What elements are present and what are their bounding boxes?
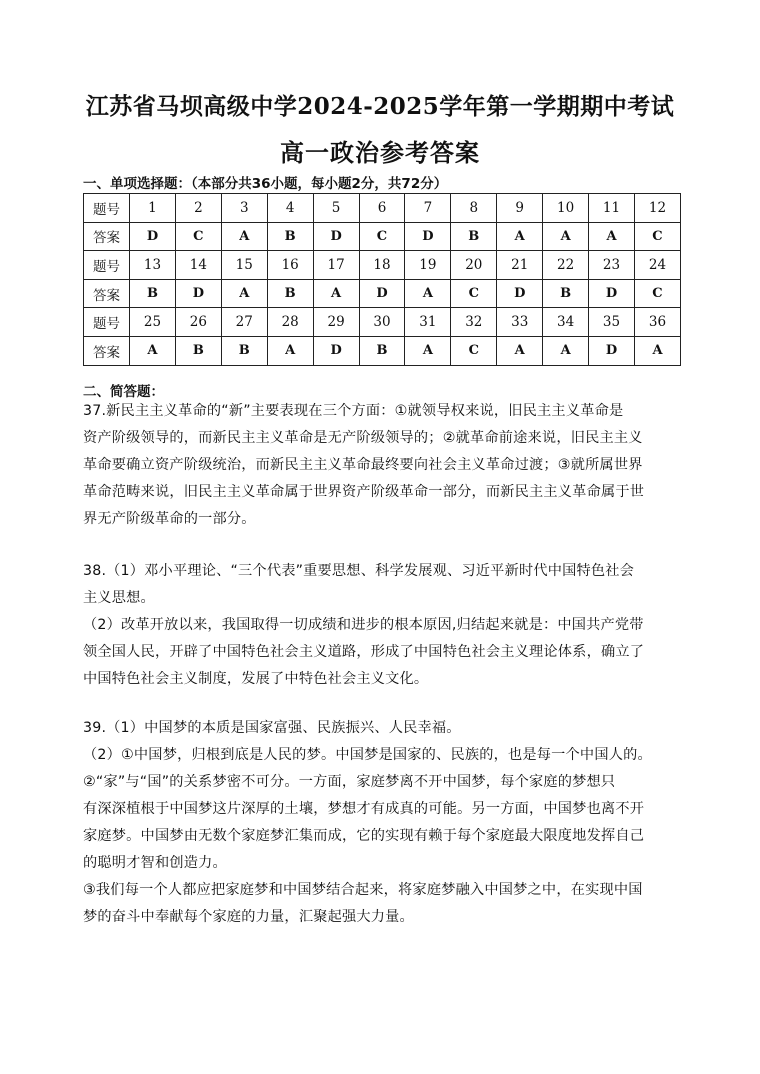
- question-number-cell: 28: [267, 308, 313, 337]
- question-number-cell: 29: [313, 308, 359, 337]
- answer-letter-cell: B: [130, 279, 176, 308]
- question-number-cell: 24: [634, 251, 680, 280]
- answer-text-line: 39.（1）中国梦的本质是国家富强、民族振兴、人民幸福。: [83, 720, 461, 736]
- answer-letter-cell: B: [451, 222, 497, 251]
- question-number-cell: 35: [589, 308, 635, 337]
- question-number-cell: 13: [130, 251, 176, 280]
- question-number-cell: 36: [634, 308, 680, 337]
- answer-letter-cell: D: [589, 279, 635, 308]
- question-number-cell: 1: [130, 194, 176, 223]
- answer-letter-cell: A: [405, 336, 451, 365]
- answer-text-line: 有深深植根于中国梦这片深厚的土壤，梦想才有成真的可能。另一方面，中国梦也离不开: [83, 801, 645, 817]
- answer-letter-cell: D: [175, 279, 221, 308]
- answer-text-line: 界无产阶级革命的一部分。: [83, 511, 256, 527]
- section-heading-multiple-choice: 一、单项选择题：（本部分共36小题，每小题2分，共72分）: [83, 176, 448, 192]
- table-row-numbers: [84, 251, 681, 280]
- question-number-cell: 25: [130, 308, 176, 337]
- answer-letter-cell: C: [175, 222, 221, 251]
- question-number-cell: 9: [497, 194, 543, 223]
- answer-letter-cell: A: [405, 279, 451, 308]
- table-row-numbers: [84, 308, 681, 337]
- answer-letter-cell: A: [634, 336, 680, 365]
- question-number-cell: 7: [405, 194, 451, 223]
- question-number-cell: 34: [543, 308, 589, 337]
- section-heading-short-answer: 二、简答题：: [83, 384, 164, 400]
- answer-letter-cell: A: [543, 336, 589, 365]
- question-number-cell: 11: [589, 194, 635, 223]
- answer-letter-cell: D: [313, 336, 359, 365]
- row-label-answer: 答案: [84, 222, 130, 251]
- answer-letter-cell: D: [497, 279, 543, 308]
- answer-letter-cell: C: [634, 222, 680, 251]
- table-row-answers: [84, 336, 681, 365]
- answer-letter-cell: D: [405, 222, 451, 251]
- answer-text-line: 领全国人民，开辟了中国特色社会主义道路，形成了中国特色社会主义理论体系，确立了: [83, 644, 645, 660]
- row-label-number: 题号: [84, 194, 130, 223]
- row-label-answer: 答案: [84, 336, 130, 365]
- table-row-numbers: [84, 194, 681, 223]
- answer-letter-cell: B: [175, 336, 221, 365]
- answer-letter-cell: D: [130, 222, 176, 251]
- answer-question-37: [83, 398, 683, 533]
- question-number-cell: 33: [497, 308, 543, 337]
- answer-letter-cell: B: [359, 336, 405, 365]
- question-number-cell: 8: [451, 194, 497, 223]
- table-row-answers: [84, 279, 681, 308]
- answer-letter-cell: D: [589, 336, 635, 365]
- answer-letter-cell: A: [313, 279, 359, 308]
- answer-text-line: 的聪明才智和创造力。: [83, 855, 227, 871]
- question-number-cell: 19: [405, 251, 451, 280]
- answer-letter-cell: A: [589, 222, 635, 251]
- question-number-cell: 20: [451, 251, 497, 280]
- answer-letter-cell: B: [221, 336, 267, 365]
- question-number-cell: 17: [313, 251, 359, 280]
- answer-text-line: 37.新民主主义革命的“新”主要表现在三个方面：①就领导权来说，旧民主主义革命是: [83, 403, 624, 419]
- answer-question-39: [83, 715, 683, 931]
- answer-letter-cell: B: [267, 279, 313, 308]
- answer-letter-cell: C: [451, 279, 497, 308]
- answer-letter-cell: B: [267, 222, 313, 251]
- question-number-cell: 18: [359, 251, 405, 280]
- question-number-cell: 30: [359, 308, 405, 337]
- question-number-cell: 6: [359, 194, 405, 223]
- answer-letter-cell: A: [497, 336, 543, 365]
- question-number-cell: 2: [175, 194, 221, 223]
- row-label-number: 题号: [84, 308, 130, 337]
- table-row-answers: [84, 222, 681, 251]
- answer-letter-cell: A: [221, 279, 267, 308]
- answer-letter-cell: A: [543, 222, 589, 251]
- answer-text-line: 38.（1）邓小平理论、“三个代表”重要思想、科学发展观、习近平新时代中国特色社会: [83, 563, 635, 579]
- answer-letter-cell: D: [313, 222, 359, 251]
- question-number-cell: 15: [221, 251, 267, 280]
- question-number-cell: 10: [543, 194, 589, 223]
- row-label-number: 题号: [84, 251, 130, 280]
- question-number-cell: 4: [267, 194, 313, 223]
- answer-text-line: （2）改革开放以来，我国取得一切成绩和进步的根本原因,归结起来就是：中国共产党带: [83, 617, 644, 633]
- question-number-cell: 26: [175, 308, 221, 337]
- answer-question-38: [83, 558, 683, 693]
- answer-key-table: [83, 193, 681, 366]
- answer-letter-cell: A: [221, 222, 267, 251]
- answer-text-line: 梦的奋斗中奉献每个家庭的力量，汇聚起强大力量。: [83, 909, 414, 925]
- answer-text-line: 家庭梦。中国梦由无数个家庭梦汇集而成，它的实现有赖于每个家庭最大限度地发挥自己: [83, 828, 645, 844]
- answer-letter-cell: A: [497, 222, 543, 251]
- answer-letter-cell: A: [130, 336, 176, 365]
- answer-text-line: （2）①中国梦，归根到底是人民的梦。中国梦是国家的、民族的，也是每一个中国人的。: [83, 747, 652, 763]
- answer-text-line: ③我们每一个人都应把家庭梦和中国梦结合起来，将家庭梦融入中国梦之中，在实现中国: [83, 882, 643, 898]
- question-number-cell: 5: [313, 194, 359, 223]
- row-label-answer: 答案: [84, 279, 130, 308]
- document-title: 江苏省马坝高级中学2024-2025学年第一学期期中考试: [85, 93, 675, 120]
- answer-text-line: 主义思想。: [83, 590, 155, 606]
- answer-text-line: 革命要确立资产阶级统治，而新民主主义革命最终要向社会主义革命过渡；③就所属世界: [83, 457, 643, 473]
- question-number-cell: 14: [175, 251, 221, 280]
- question-number-cell: 23: [589, 251, 635, 280]
- answer-text-line: 资产阶级领导的，而新民主主义革命是无产阶级领导的；②就革命前途来说，旧民主主义: [83, 430, 643, 446]
- answer-letter-cell: C: [451, 336, 497, 365]
- document-subtitle: 高一政治参考答案: [280, 138, 480, 167]
- question-number-cell: 22: [543, 251, 589, 280]
- question-number-cell: 21: [497, 251, 543, 280]
- answer-letter-cell: A: [267, 336, 313, 365]
- question-number-cell: 3: [221, 194, 267, 223]
- answer-text-line: 中国特色社会主义制度，发展了中特色社会主义文化。: [83, 671, 429, 687]
- answer-text-line: ②“家”与“国”的关系梦密不可分。一方面，家庭梦离不开中国梦，每个家庭的梦想只: [83, 774, 616, 790]
- question-number-cell: 32: [451, 308, 497, 337]
- answer-letter-cell: B: [543, 279, 589, 308]
- question-number-cell: 31: [405, 308, 451, 337]
- answer-letter-cell: C: [634, 279, 680, 308]
- question-number-cell: 27: [221, 308, 267, 337]
- question-number-cell: 12: [634, 194, 680, 223]
- answer-letter-cell: C: [359, 222, 405, 251]
- answer-text-line: 革命范畴来说，旧民主主义革命属于世界资产阶级革命一部分，而新民主主义革命属于世: [83, 484, 645, 500]
- question-number-cell: 16: [267, 251, 313, 280]
- answer-letter-cell: D: [359, 279, 405, 308]
